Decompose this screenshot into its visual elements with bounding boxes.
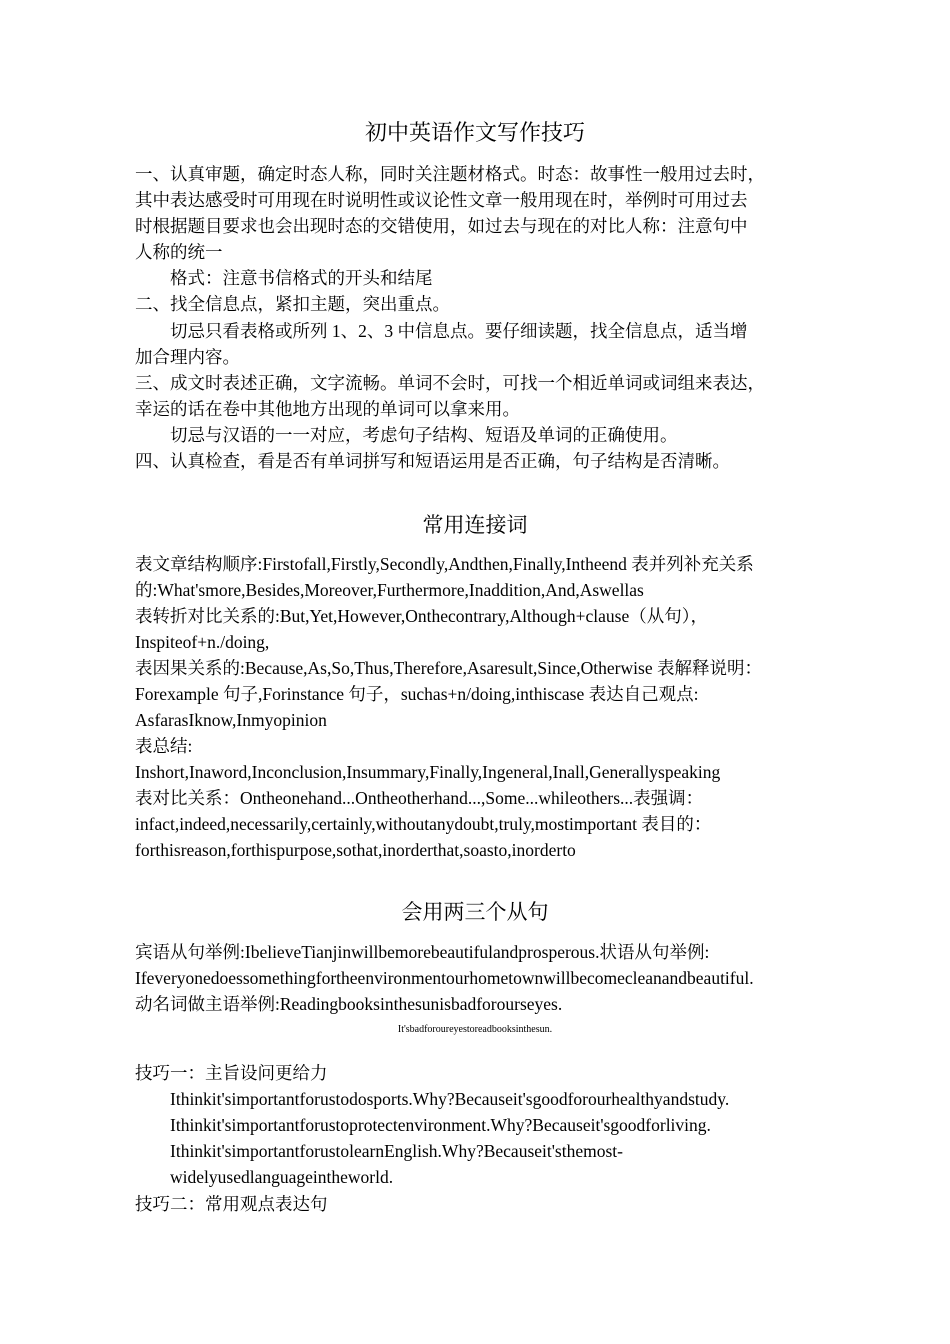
paragraph-line: Ithinkit'simportantforustolearnEnglish.Why?Becauseit'sthemost- [170,1141,623,1161]
paragraph-line: Inshort,Inaword,Inconclusion,Insummary,Finally,Ingeneral,Inall,Generallyspeaking [135,762,721,782]
tip-heading: 技巧一：主旨设问更给力 [135,1063,328,1083]
tip-heading: 技巧二：常用观点表达句 [135,1194,328,1214]
paragraph-line: Ithinkit'simportantforustoprotectenvironment.Why?Becauseit'sgoodforliving. [170,1115,711,1135]
paragraph-line: 表总结: [135,736,193,756]
paragraph-line: 的:What'smore,Besides,Moreover,Furthermore,Inaddition,And,Aswellas [135,580,644,600]
paragraph-line: It'sbadforoureyestoreadbooksinthesun. [397,1024,553,1035]
paragraph-line: Inspiteof+n./doing, [135,632,270,652]
paragraph-line: 二、找全信息点，紧扣主题，突出重点。 [135,294,450,314]
paragraph-line: AsfarasIknow,Inmyopinion [135,710,327,730]
paragraph-line: widelyusedlanguageintheworld. [170,1167,394,1187]
page-title: 初中英语作文写作技巧 [364,120,585,145]
paragraph-line: Ifeveryonedoessomethingfortheenvironmentourhometownwillbecomecleanandbeautiful. [135,968,754,988]
paragraph-line: 表文章结构顺序:Firstofall,Firstly,Secondly,Andthen,Finally,Intheend 表并列补充关系 [135,554,754,574]
section-heading-clauses: 会用两三个从句 [401,900,549,924]
paragraph-line: 幸运的话在卷中其他地方出现的单词可以拿来用。 [135,399,520,419]
paragraph-line: 切忌与汉语的一一对应，考虑句子结构、短语及单词的正确使用。 [170,425,678,445]
paragraph-line: 四、认真检查，看是否有单词拼写和短语运用是否正确，句子结构是否清晰。 [135,451,730,471]
paragraph-line: 宾语从句举例:IbelieveTianjinwillbemorebeautifulandprosperous.状语从句举例: [135,942,710,962]
paragraph-line: 表因果关系的:Because,As,So,Thus,Therefore,Asaresult,Since,Otherwise 表解释说明： [135,658,762,678]
paragraph-line: 切忌只看表格或所列 1、2、3 中信息点。要仔细读题，找全信息点，适当增 [170,321,748,341]
paragraph-line: 其中表达感受时可用现在时说明性或议论性文章一般用现在时，举例时可用过去 [135,190,748,210]
paragraph-line: 动名词做主语举例:Readingbooksinthesunisbadforourseyes. [135,994,563,1014]
paragraph-line: 三、成文时表述正确，文字流畅。单词不会时，可找一个相近单词或词组来表达， [135,373,765,393]
paragraph-line: 表对比关系：Ontheonehand...Ontheotherhand...,Some...whileothers...表强调： [135,788,704,808]
paragraph-line: 人称的统一 [135,242,223,262]
paragraph-line: 加合理内容。 [135,347,240,367]
section-heading-connectives: 常用连接词 [422,513,528,537]
paragraph-line: infact,indeed,necessarily,certainly,withoutanydoubt,truly,mostimportant 表目的： [135,814,712,834]
paragraph-line: 表转折对比关系的:But,Yet,However,Onthecontrary,Although+clause（从句）， [135,606,708,626]
paragraph-line: 时根据题目要求也会出现时态的交错使用，如过去与现在的对比人称：注意句中 [135,216,748,236]
paragraph-line: 格式：注意书信格式的开头和结尾 [170,268,433,288]
paragraph-line: forthisreason,forthispurpose,sothat,inorderthat,soasto,inorderto [135,840,576,860]
paragraph-line: Ithinkit'simportantforustodosports.Why?Becauseit'sgoodforourhealthyandstudy. [170,1089,730,1109]
paragraph-line: 一、认真审题，确定时态人称，同时关注题材格式。时态：故事性一般用过去时， [135,164,765,184]
paragraph-line: Forexample 句子,Forinstance 句子，suchas+n/doing,inthiscase 表达自己观点: [135,684,699,704]
